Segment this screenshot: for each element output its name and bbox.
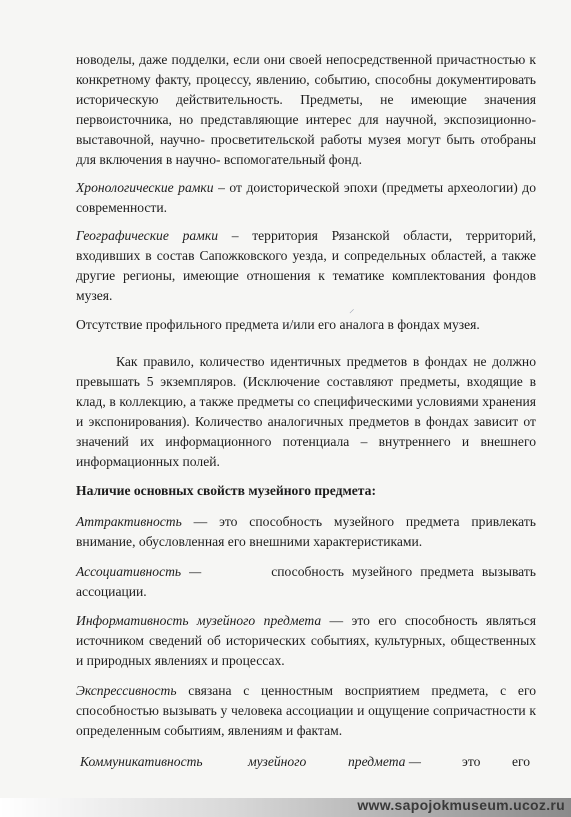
expressiveness-text: связана с ценностным восприятием предмета, с его способностью вызывать у человека ассоциации и ощущение сопричастности к определенным событиям, явлениям и фактам. [76,683,536,738]
watermark-url: www.sapojokmuseum.ucoz.ru [357,797,565,813]
properties-heading: Наличие основных свойств музейного предмета: [76,483,376,498]
communicativeness-word-2: музейного [248,754,307,769]
geographic-frame-paragraph [76,226,536,306]
communicativeness-word-3: предмета — [348,754,421,769]
attractiveness-paragraph [76,512,536,552]
communicativeness-word-5: его [512,754,531,769]
absence-paragraph: Отсутствие профильного предмета и/или его аналога в фондах музея. [76,317,480,332]
attractiveness-label: Аттрактивность [76,514,182,529]
attractiveness-text: — это способность музейного предмета привлекать внимание, обусловленная его внешними характеристиками. [76,514,536,549]
informativeness-label: Информативность музейного предмета [76,613,322,628]
geographic-frame-text: – территория Рязанской области, территорий, входивших в состав Сапожковского уезда, и сопредельных областей, а также другие регионы, имеющие отношения к тематике комплектования фондов музея. [76,228,536,303]
chronological-frame-text: – от доисторической эпохи (предметы археологии) до современности. [76,180,536,215]
chronological-frame-label: Хронологические рамки [76,180,214,195]
communicativeness-word-4: это [462,754,481,769]
intro-paragraph: новоделы, даже подделки, если они своей непосредственной причастностью к конкретному факту, процессу, явлению, событию, способны документировать историческую действительность. Предметы, не имеющие значения первоисточника, но представляющие интерес для научной, экспозиционно-выставочной, научно- просветительской работы музея могут быть отобраны для включения в научно- вспомогательный фонд. [76,52,536,167]
communicativeness-word-1: Коммуникативность [80,754,203,769]
informativeness-paragraph [76,611,536,671]
associativeness-paragraph [76,562,536,602]
associativeness-text: способность музейного предмета вызывать ассоциации. [76,564,537,599]
rule-paragraph: Как правило, количество идентичных предметов в фондах не должно превышать 5 экземпляров. (Исключение составляют предметы, входящие в клад, в коллекцию, а также предметы со специфическими условиями хранения и экспонирования). Количество аналогичных предметов в фондах зависит от значений их информационного потенциала – внутреннего и внешнего информационных полей. [76,354,536,469]
associativeness-label: Ассоциативность — [76,564,202,579]
geographic-frame-label: Географические рамки [76,228,219,243]
pen-mark: ⸍ [349,308,355,320]
expressiveness-paragraph [76,681,536,741]
informativeness-text: — это его способность являться источником сведений об исторических событиях, культурных, общественных и природных явлениях и процессах. [76,613,536,668]
chronological-frame-paragraph [76,178,536,218]
expressiveness-label: Экспрессивность [76,683,177,698]
